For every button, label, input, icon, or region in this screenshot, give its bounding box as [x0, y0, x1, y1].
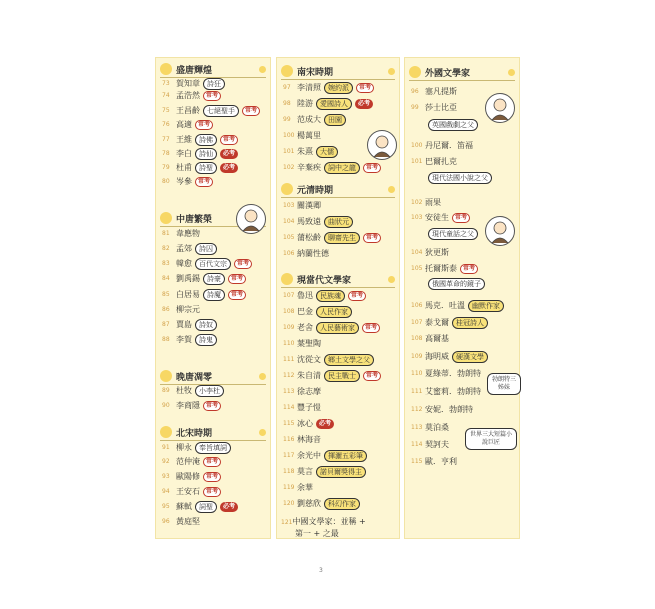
list-item: [283, 231, 397, 245]
nickname-tag: 俄國革命的鏡子: [428, 278, 485, 290]
author-name: 孟郊: [176, 244, 192, 253]
item-number: 82: [162, 245, 170, 252]
short-story-masters-tag: 世界三大短篇小說巨匠: [465, 428, 517, 450]
author-name: 王昌齡: [176, 106, 200, 115]
list-item: [411, 246, 517, 260]
list-item: [162, 104, 268, 118]
exam-badge: 常考: [363, 163, 381, 173]
author-name: 楊萬里: [297, 131, 321, 140]
exam-badge: 常考: [363, 233, 381, 243]
author-name: 李商隱: [176, 401, 200, 410]
exam-badge: 必考: [316, 419, 334, 429]
list-item: [411, 316, 517, 330]
item-number: 113: [411, 424, 423, 431]
nickname-tag: 詩聖: [195, 162, 217, 174]
corner-dot-icon: [259, 373, 266, 380]
item-number: 74: [162, 92, 170, 99]
author-name: 高爾基: [425, 334, 449, 343]
section-title: 盛唐輝煌: [176, 65, 213, 76]
author-name: 老舍: [297, 323, 313, 332]
nickname-tag: 現代童話之父: [428, 228, 478, 240]
item-number: 89: [162, 387, 170, 394]
item-number: 105: [411, 265, 423, 272]
item-number: 101: [283, 148, 295, 155]
item-number: 73: [162, 80, 170, 87]
nickname-tag: 聊齋先生: [324, 232, 360, 244]
author-name: 歐陽修: [176, 472, 200, 481]
item-number: 90: [162, 402, 170, 409]
exam-badge: 常考: [195, 120, 213, 130]
item-number: 110: [283, 340, 295, 347]
item-number: 95: [162, 503, 170, 510]
item-number: 104: [283, 218, 295, 225]
nickname-tag: 大儒: [316, 146, 338, 158]
author-name: 余光中: [297, 451, 321, 460]
exam-badge: 常考: [242, 106, 260, 116]
item-number: 114: [283, 404, 295, 411]
nickname-tag: 百代文宗: [195, 258, 231, 270]
list-item: [411, 277, 517, 291]
list-item: [283, 465, 397, 479]
corner-dot-icon: [259, 66, 266, 73]
list-item: [283, 289, 397, 303]
corner-dot-icon: [259, 429, 266, 436]
author-name: 賀知章: [176, 79, 200, 88]
author-name: 夏綠蒂．勃朗特: [425, 369, 481, 378]
nickname-tag: 人民藝術家: [316, 322, 359, 334]
list-item: [162, 384, 268, 398]
nickname-tag: 詩魔: [203, 289, 225, 301]
author-name: 賈島: [176, 320, 192, 329]
item-number: 113: [283, 388, 295, 395]
item-number: 76: [162, 121, 170, 128]
portrait-han-yu-icon: [236, 204, 266, 234]
list-item: [411, 196, 517, 210]
nickname-tag: 民族魂: [316, 290, 345, 302]
list-item: [283, 161, 397, 175]
item-number: 98: [283, 100, 291, 107]
column-song-modern: [276, 57, 400, 539]
list-item: [411, 262, 517, 276]
item-number: 118: [283, 468, 295, 475]
author-name: 馬致遠: [297, 217, 321, 226]
author-name: 王維: [176, 135, 192, 144]
nickname-tag: 諾貝爾獎得主: [316, 466, 366, 478]
item-number: 106: [283, 250, 295, 257]
list-item: [411, 350, 517, 364]
author-name: 巴爾扎克: [425, 157, 457, 166]
portrait-zhu-xi-icon: [367, 130, 397, 160]
item-number: 79: [162, 164, 170, 171]
list-item: [283, 481, 397, 495]
section-icon: [160, 63, 172, 75]
nickname-tag: 詩狂: [203, 78, 225, 90]
item-number: 87: [162, 321, 170, 328]
item-number: 109: [283, 324, 295, 331]
author-name: 柳宗元: [176, 305, 200, 314]
list-item: [283, 353, 397, 367]
list-item: [162, 318, 268, 332]
item-number: 93: [162, 473, 170, 480]
list-item: [283, 401, 397, 415]
list-item: [283, 113, 397, 127]
nickname-tag: 奉旨填詞: [195, 442, 231, 454]
nickname-tag: 揮灑五彩筆: [324, 450, 367, 462]
item-number: 92: [162, 458, 170, 465]
item-number: 115: [411, 458, 423, 465]
item-number: 100: [411, 142, 423, 149]
author-name: 莫泊桑: [425, 423, 449, 432]
list-item: [283, 433, 397, 447]
item-number: 101: [411, 158, 423, 165]
column-foreign: [404, 57, 520, 539]
column-tang-song: [155, 57, 271, 539]
footer-summary: [281, 516, 395, 539]
item-number: 85: [162, 291, 170, 298]
nickname-tag: 詞聖: [195, 501, 217, 513]
author-name: 李清照: [297, 83, 321, 92]
list-item: [411, 155, 517, 169]
footer-line-1: 中國文學家：並稱 +: [292, 517, 366, 526]
item-number: 115: [283, 420, 295, 427]
nickname-tag: 詩奴: [195, 319, 217, 331]
section-header: [281, 63, 395, 80]
author-name: 陸游: [297, 99, 313, 108]
corner-dot-icon: [388, 186, 395, 193]
item-number: 80: [162, 178, 170, 185]
list-item: [283, 385, 397, 399]
exam-badge: 常考: [228, 274, 246, 284]
author-name: 蘇軾: [176, 502, 192, 511]
item-number: 75: [162, 107, 170, 114]
author-name: 蒲松齡: [297, 233, 321, 242]
author-name: 范成大: [297, 115, 321, 124]
list-item: [283, 305, 397, 319]
nickname-tag: 硬漢文學: [452, 351, 488, 363]
exam-badge: 常考: [220, 135, 238, 145]
author-name: 丹尼爾．笛福: [425, 141, 473, 150]
item-number: 94: [162, 488, 170, 495]
page-number: 3: [319, 567, 323, 574]
list-item: [411, 299, 517, 313]
list-item: [162, 175, 268, 189]
author-name: 徐志摩: [297, 387, 321, 396]
exam-badge: 必考: [220, 163, 238, 173]
list-item: [162, 147, 268, 161]
section-icon: [281, 273, 293, 285]
list-item: [162, 89, 268, 103]
nickname-tag: 詩佛: [195, 134, 217, 146]
list-item: [162, 242, 268, 256]
list-item: [162, 272, 268, 286]
section-title: 北宋時期: [176, 428, 213, 439]
item-number: 107: [411, 319, 423, 326]
exam-badge: 常考: [195, 177, 213, 187]
corner-dot-icon: [508, 69, 515, 76]
list-item: [162, 441, 268, 455]
item-number: 110: [411, 370, 423, 377]
author-name: 杜甫: [176, 163, 192, 172]
author-name: 安徒生: [425, 213, 449, 222]
item-number: 105: [283, 234, 295, 241]
item-number: 103: [283, 202, 295, 209]
section-title: 中唐繁榮: [176, 214, 213, 225]
section-title: 現當代文學家: [297, 275, 352, 286]
section-header: [281, 271, 395, 288]
item-number: 117: [283, 452, 295, 459]
section-title: 南宋時期: [297, 67, 334, 78]
author-name: 高適: [176, 120, 192, 129]
list-item: [162, 500, 268, 514]
exam-badge: 常考: [452, 213, 470, 223]
author-name: 狄更斯: [425, 248, 449, 257]
list-item: [411, 171, 517, 185]
list-item: [411, 403, 517, 417]
item-number: 121: [281, 519, 293, 526]
author-name: 孟浩然: [176, 91, 200, 100]
author-name: 黃庭堅: [176, 517, 200, 526]
author-name: 劉慈欣: [297, 499, 321, 508]
list-item: [411, 332, 517, 346]
exam-badge: 常考: [203, 91, 221, 101]
author-name: 冰心: [297, 419, 313, 428]
section-icon: [160, 426, 172, 438]
exam-badge: 必考: [220, 502, 238, 512]
item-number: 120: [283, 500, 295, 507]
author-name: 韓愈: [176, 259, 192, 268]
author-name: 朱熹: [297, 147, 313, 156]
section-icon: [160, 212, 172, 224]
item-number: 108: [283, 308, 295, 315]
list-item: [162, 399, 268, 413]
author-name: 沈從文: [297, 355, 321, 364]
list-item: [283, 449, 397, 463]
list-item: [283, 417, 397, 431]
author-name: 王安石: [176, 487, 200, 496]
item-number: 96: [162, 518, 170, 525]
list-item: [162, 455, 268, 469]
author-name: 海明威: [425, 352, 449, 361]
item-number: 102: [411, 199, 423, 206]
list-item: [283, 337, 397, 351]
item-number: 88: [162, 336, 170, 343]
nickname-tag: 婉約派: [324, 82, 353, 94]
nickname-tag: 幽默作家: [468, 300, 504, 312]
author-name: 葉聖陶: [297, 339, 321, 348]
author-name: 李賀: [176, 335, 192, 344]
item-number: 112: [411, 406, 423, 413]
bronte-sisters-tag: 勃朗特三姊妹: [487, 373, 521, 395]
item-number: 77: [162, 136, 170, 143]
nickname-tag: 詩鬼: [195, 334, 217, 346]
section-icon: [409, 66, 421, 78]
list-item: [162, 515, 268, 529]
section-header: [160, 368, 266, 385]
item-number: 119: [283, 484, 295, 491]
item-number: 104: [411, 249, 423, 256]
list-item: [162, 133, 268, 147]
author-name: 魯迅: [297, 291, 313, 300]
corner-dot-icon: [388, 68, 395, 75]
item-number: 78: [162, 150, 170, 157]
author-name: 歐．亨利: [425, 457, 457, 466]
author-name: 杜牧: [176, 386, 192, 395]
nickname-tag: 科幻作家: [324, 498, 360, 510]
exam-badge: 常考: [363, 371, 381, 381]
list-item: [283, 321, 397, 335]
list-item: [283, 369, 397, 383]
list-item: [162, 257, 268, 271]
section-icon: [281, 183, 293, 195]
list-item: [283, 497, 397, 511]
exam-badge: 常考: [203, 487, 221, 497]
list-item: [411, 455, 517, 469]
nickname-tag: 英國戲劇之父: [428, 119, 478, 131]
nickname-tag: 愛國詩人: [316, 98, 352, 110]
nickname-tag: 詩仙: [195, 148, 217, 160]
exam-badge: 常考: [234, 259, 252, 269]
section-header: [160, 61, 266, 78]
exam-badge: 常考: [348, 291, 366, 301]
author-name: 雨果: [425, 198, 441, 207]
nickname-tag: 小李杜: [195, 385, 224, 397]
exam-badge: 常考: [203, 401, 221, 411]
item-number: 103: [411, 214, 423, 221]
item-number: 111: [283, 356, 295, 363]
author-name: 朱自清: [297, 371, 321, 380]
author-name: 莫言: [297, 467, 313, 476]
item-number: 83: [162, 260, 170, 267]
item-number: 96: [411, 88, 419, 95]
author-name: 韋應物: [176, 229, 200, 238]
nickname-tag: 曲狀元: [324, 216, 353, 228]
author-name: 辛棄疾: [297, 163, 321, 172]
item-number: 114: [411, 441, 423, 448]
exam-badge: 常考: [356, 83, 374, 93]
list-item: [162, 470, 268, 484]
list-item: [283, 247, 397, 261]
item-number: 106: [411, 302, 423, 309]
nickname-tag: 桂冠詩人: [452, 317, 488, 329]
author-name: 安妮．勃朗特: [425, 405, 473, 414]
section-title: 晚唐凋零: [176, 372, 213, 383]
author-name: 巴金: [297, 307, 313, 316]
author-name: 柳永: [176, 443, 192, 452]
list-item: [162, 485, 268, 499]
section-title: 元清時期: [297, 185, 334, 196]
item-number: 84: [162, 275, 170, 282]
nickname-tag: 詞中之龍: [324, 162, 360, 174]
item-number: 97: [283, 84, 291, 91]
section-header: [160, 424, 266, 441]
nickname-tag: 鄉土文學之父: [324, 354, 374, 366]
author-name: 托爾斯泰: [425, 264, 457, 273]
list-item: [283, 81, 397, 95]
nickname-tag: 詩囚: [195, 243, 217, 255]
author-name: 李白: [176, 149, 192, 158]
item-number: 99: [283, 116, 291, 123]
list-item: [162, 333, 268, 347]
section-icon: [281, 65, 293, 77]
list-item: [162, 303, 268, 317]
nickname-tag: 七絕聖手: [203, 105, 239, 117]
list-item: [283, 199, 397, 213]
list-item: [411, 139, 517, 153]
exam-badge: 必考: [220, 149, 238, 159]
item-number: 86: [162, 306, 170, 313]
item-number: 112: [283, 372, 295, 379]
author-name: 林海音: [297, 435, 321, 444]
portrait-shakespeare-icon: [485, 93, 515, 123]
author-name: 岑參: [176, 177, 192, 186]
author-name: 范仲淹: [176, 457, 200, 466]
author-name: 關漢卿: [297, 201, 321, 210]
exam-badge: 常考: [203, 472, 221, 482]
item-number: 102: [283, 164, 295, 171]
item-number: 116: [283, 436, 295, 443]
author-name: 馬克．吐溫: [425, 301, 465, 310]
author-name: 莎士比亞: [425, 103, 457, 112]
item-number: 107: [283, 292, 295, 299]
exam-badge: 常考: [460, 264, 478, 274]
item-number: 108: [411, 335, 423, 342]
section-header: [281, 181, 395, 198]
author-name: 契訶夫: [425, 440, 449, 449]
item-number: 99: [411, 104, 419, 111]
nickname-tag: 民主戰士: [324, 370, 360, 382]
nickname-tag: 人民作家: [316, 306, 352, 318]
author-name: 豐子愷: [297, 403, 321, 412]
item-number: 100: [283, 132, 295, 139]
nickname-tag: 現代法國小說之父: [428, 172, 492, 184]
exam-badge: 必考: [355, 99, 373, 109]
author-name: 塞凡提斯: [425, 87, 457, 96]
author-name: 納蘭性德: [297, 249, 329, 258]
author-name: 艾蜜莉．勃朗特: [425, 387, 481, 396]
item-number: 81: [162, 230, 170, 237]
nickname-tag: 詩豪: [203, 273, 225, 285]
author-name: 劉禹錫: [176, 274, 200, 283]
section-icon: [160, 370, 172, 382]
list-item: [162, 118, 268, 132]
author-name: 白居易: [176, 290, 200, 299]
exam-badge: 常考: [362, 323, 380, 333]
item-number: 109: [411, 353, 423, 360]
list-item: [162, 288, 268, 302]
list-item: [283, 97, 397, 111]
corner-dot-icon: [388, 276, 395, 283]
nickname-tag: 田園: [324, 114, 346, 126]
exam-badge: 常考: [228, 290, 246, 300]
footer-line-2: 第一 + 之最: [295, 529, 339, 538]
exam-badge: 常考: [203, 457, 221, 467]
author-name: 泰戈爾: [425, 318, 449, 327]
author-name: 余華: [297, 483, 313, 492]
portrait-andersen-icon: [485, 216, 515, 246]
list-item: [162, 161, 268, 175]
section-title: 外國文學家: [425, 68, 471, 79]
list-item: [283, 215, 397, 229]
item-number: 91: [162, 444, 170, 451]
item-number: 111: [411, 388, 423, 395]
section-header: [409, 64, 515, 81]
